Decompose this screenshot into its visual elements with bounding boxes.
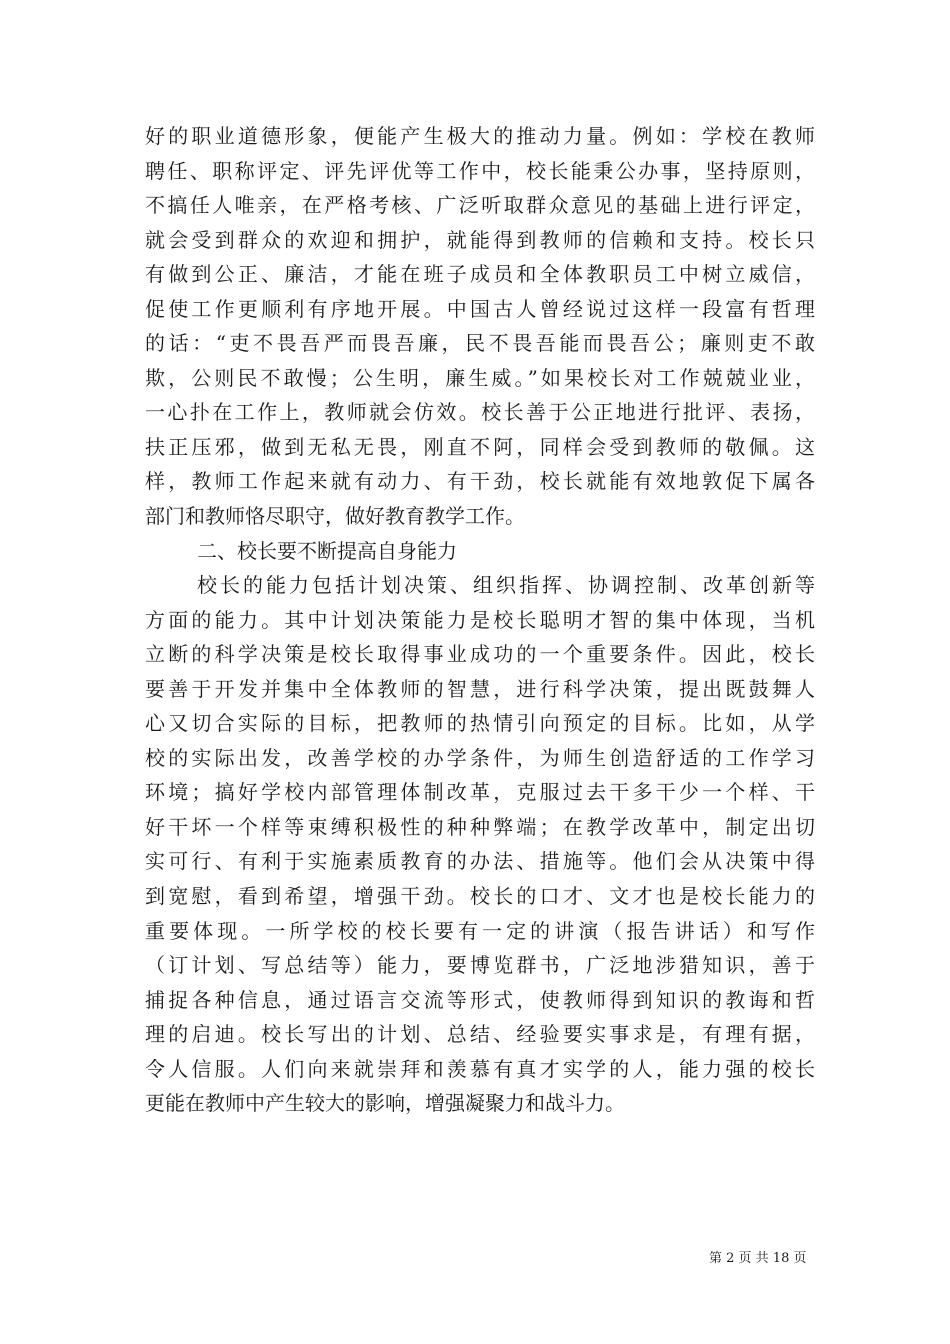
section-heading: 二、校长要不断提高自身能力 — [197, 538, 457, 563]
text-line: 理的启迪。校长写出的计划、总结、经验要实事求是，有理有据， — [145, 1022, 815, 1047]
text-line: 校的实际出发，改善学校的办学条件，为师生创造舒适的工作学习 — [145, 745, 815, 770]
text-line: 方面的能力。其中计划决策能力是校长聪明才智的集中体现，当机 — [145, 607, 815, 632]
text-line: 部门和教师恪尽职守，做好教育教学工作。 — [145, 504, 525, 529]
text-line: 促使工作更顺利有序地开展。中国古人曾经说过这样一段富有哲理 — [145, 296, 815, 321]
text-line: 样，教师工作起来就有动力、有干劲，校长就能有效地敦促下属各 — [145, 469, 815, 494]
text-line: 心又切合实际的目标，把教师的热情引向预定的目标。比如，从学 — [145, 711, 815, 736]
text-line: 要善于开发并集中全体教师的智慧，进行科学决策，提出既鼓舞人 — [145, 676, 815, 701]
text-line: 好干坏一个样等束缚积极性的种种弊端；在教学改革中，制定出切 — [145, 814, 815, 839]
text-line: 重要体现。一所学校的校长要有一定的讲演（报告讲话）和写作 — [145, 918, 815, 943]
text-line: 令人信服。人们向来就崇拜和羡慕有真才实学的人，能力强的校长 — [145, 1056, 815, 1081]
text-line: 一心扑在工作上，教师就会仿效。校长善于公正地进行批评、表扬， — [145, 400, 815, 425]
text-line: 欺，公则民不敢慢；公生明，廉生威。”如果校长对工作兢兢业业， — [145, 365, 815, 390]
text-line: 就会受到群众的欢迎和拥护，就能得到教师的信赖和支持。校长只 — [145, 227, 815, 252]
text-line: 到宽慰，看到希望，增强干劲。校长的口才、文才也是校长能力的 — [145, 884, 815, 909]
text-line: 的话：“吏不畏吾严而畏吾廉，民不畏吾能而畏吾公；廉则吏不敢 — [145, 331, 815, 356]
text-line: 扶正压邪，做到无私无畏，刚直不阿，同样会受到教师的敬佩。这 — [145, 434, 815, 459]
text-line: 不搞任人唯亲，在严格考核、广泛听取群众意见的基础上进行评定， — [145, 193, 815, 218]
text-line: 实可行、有利于实施素质教育的办法、措施等。他们会从决策中得 — [145, 849, 815, 874]
text-line: 更能在教师中产生较大的影响，增强凝聚力和战斗力。 — [145, 1091, 625, 1116]
text-line: 校长的能力包括计划决策、组织指挥、协调控制、改革创新等 — [197, 573, 815, 598]
text-line: （订计划、写总结等）能力，要博览群书，广泛地涉猎知识，善于 — [145, 953, 815, 978]
page-number: 第 2 页 共 18 页 — [709, 1251, 807, 1266]
body-text — [145, 119, 815, 1121]
text-line: 好的职业道德形象，便能产生极大的推动力量。例如：学校在教师 — [145, 124, 815, 148]
text-line: 有做到公正、廉洁，才能在班子成员和全体教职员工中树立威信， — [145, 262, 815, 287]
text-line: 立断的科学决策是校长取得事业成功的一个重要条件。因此，校长 — [145, 642, 815, 667]
text-line: 聘任、职称评定、评先评优等工作中，校长能秉公办事，坚持原则， — [145, 158, 815, 183]
text-line: 捕捉各种信息，通过语言交流等形式，使教师得到知识的教诲和哲 — [145, 987, 815, 1012]
text-line: 环境；搞好学校内部管理体制改革，克服过去干多干少一个样、干 — [145, 780, 815, 805]
